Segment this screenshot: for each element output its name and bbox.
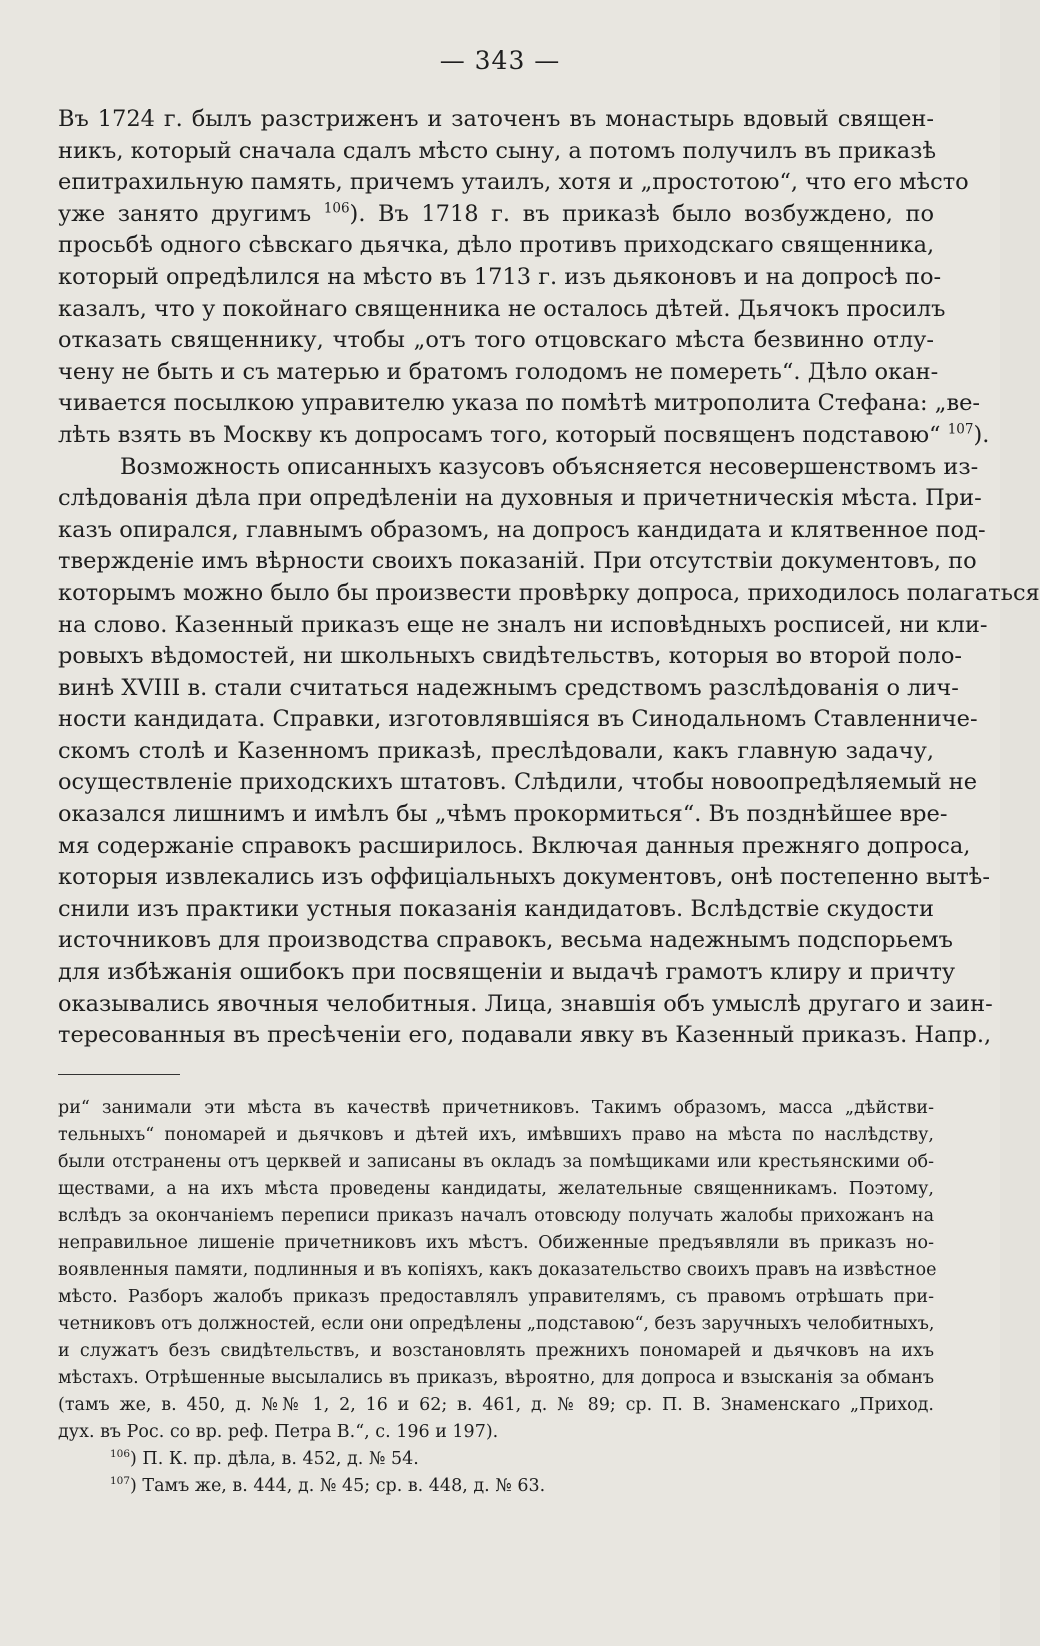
footnote-mark: 106: [110, 1448, 131, 1461]
body-line: [58, 199, 934, 231]
body-line: тересованныя въ пресѣченіи его, подавали явку въ Казенный приказъ. Напр.,: [58, 1022, 992, 1049]
body-line: источниковъ для производства справокъ, весьма надежнымъ подспорьемъ: [58, 927, 953, 954]
body-line: которыя извлекались изъ оффиціальныхъ документовъ, онѣ постепенно вытѣ-: [58, 864, 990, 891]
footnote-divider: [58, 1074, 180, 1075]
footnote-text: ) Тамъ же, в. 444, д. № 45; ср. в. 448, д. № 63.: [130, 1476, 546, 1496]
body-text: уже занято другимъ: [58, 200, 312, 227]
body-line: оказался лишнимъ и имѣлъ бы „чѣмъ прокормиться“. Въ позднѣйшее вре-: [58, 801, 948, 828]
body-line: мя содержаніе справокъ расширилось. Включая данныя прежняго допроса,: [58, 832, 971, 859]
footnote-line: мѣстахъ. Отрѣшенные высылались въ приказъ, вѣроятно, для допроса и взысканія за обманъ: [58, 1368, 934, 1388]
body-line: Въ 1724 г. былъ разстриженъ и заточенъ въ монастырь вдовый священ-: [58, 106, 934, 132]
body-line: никъ, который сначала сдалъ мѣсто сыну, а потомъ получилъ въ приказѣ: [58, 137, 937, 164]
body-line: которымъ можно было бы произвести провѣрку допроса, приходилось полагаться: [58, 579, 1040, 606]
body-line: казалъ, что у покойнаго священника не осталось дѣтей. Дьячокъ просилъ: [58, 295, 946, 322]
footnote-ref[interactable]: 106: [323, 200, 350, 217]
body-line: отказать священнику, чтобы „отъ того отцовскаго мѣста безвинно отлу-: [58, 327, 934, 354]
body-line: Возможность описанныхъ казусовъ объясняется несовершенствомъ из-: [120, 453, 979, 480]
body-line: епитрахильную память, причемъ утаилъ, хотя и „простотою“, что его мѣсто: [58, 169, 969, 196]
body-line: скомъ столѣ и Казенномъ приказѣ, преслѣдовали, какъ главную задачу,: [58, 737, 934, 764]
body-line: снили изъ практики устныя показанія кандидатовъ. Вслѣдствіе скудости: [58, 895, 934, 922]
body-text: лѣть взять въ Москву къ допросамъ того, который посвященъ подставою“: [58, 421, 941, 448]
body-line: чивается посылкою управителю указа по помѣтѣ митрополита Стефана: „ве-: [58, 390, 981, 417]
footnote-text: ) П. К. пр. дѣла, в. 452, д. № 54.: [130, 1449, 419, 1469]
footnote-line: тельныхъ“ пономарей и дьячковъ и дѣтей ихъ, имѣвшихъ право на мѣста по наслѣдству,: [58, 1125, 934, 1145]
footnote-line: дух. въ Рос. со вр. реф. Петра В.“, с. 196 и 197).: [58, 1422, 499, 1442]
main-text: [58, 104, 1040, 1052]
footnote-mark: 107: [110, 1475, 131, 1488]
footnote-106: [58, 1446, 934, 1473]
footnote-line: ществами, а на ихъ мѣста проведены кандидаты, желательные священникамъ. Поэтому,: [58, 1179, 934, 1199]
body-line: который опредѣлился на мѣсто въ 1713 г. изъ дьяконовъ и на допросѣ по-: [58, 263, 942, 290]
footnote-line: мѣсто. Разборъ жалобъ приказъ предоставлялъ управителямъ, съ правомъ отрѣшать при-: [58, 1287, 934, 1307]
footnote-line: ри“ занимали эти мѣста въ качествѣ причетниковъ. Такимъ образомъ, масса „дѣйстви-: [58, 1098, 934, 1118]
footnote-line: были отстранены отъ церквей и записаны въ окладъ за помѣщиками или крестьянскими об-: [58, 1152, 934, 1172]
footnote-line: вслѣдъ за окончаніемъ переписи приказъ началъ отовсюду получать жалобы прихожанъ на: [58, 1206, 934, 1226]
footnote-line: воявленныя памяти, подлинныя и въ копіяхъ, какъ доказательство своихъ правъ на извѣстное: [58, 1260, 937, 1280]
body-line: оказывались явочныя челобитныя. Лица, знавшія объ умыслѣ другаго и заин-: [58, 990, 993, 1017]
body-line: осуществленіе приходскихъ штатовъ. Слѣдили, чтобы новоопредѣляемый не: [58, 769, 978, 796]
body-line: ровыхъ вѣдомостей, ни школьныхъ свидѣтельствъ, которыя во второй поло-: [58, 643, 962, 670]
page-number: — 343 —: [439, 46, 561, 75]
body-line: казъ опирался, главнымъ образомъ, на допросъ кандидата и клятвенное под-: [58, 516, 986, 543]
footnote-line: четниковъ отъ должностей, если они опредѣлены „подставою“, безъ заручныхъ челобитныхъ,: [58, 1314, 935, 1334]
footnote-107: [58, 1473, 934, 1500]
body-line: слѣдованія дѣла при опредѣленіи на духовныя и причетническія мѣста. При-: [58, 485, 982, 512]
body-line: винѣ XVIII в. стали считаться надежнымъ средствомъ разслѣдованія о лич-: [58, 674, 959, 701]
footnote-ref[interactable]: 107: [947, 421, 974, 438]
body-line: для избѣжанія ошибокъ при посвященіи и выдачѣ грамотъ клиру и причту: [58, 959, 956, 986]
body-line: просьбѣ одного сѣвскаго дьячка, дѣло противъ приходскаго священника,: [58, 232, 935, 259]
body-line: ности кандидата. Справки, изготовлявшіяся въ Синодальномъ Ставленниче-: [58, 706, 978, 733]
footnotes: [58, 1095, 937, 1500]
body-line: чену не быть и съ матерью и братомъ голодомъ не помереть“. Дѣло окан-: [58, 358, 939, 385]
body-line: [58, 420, 990, 452]
footnote-line: неправильное лишеніе причетниковъ ихъ мѣстъ. Обиженные предъявляли въ приказъ но-: [58, 1233, 934, 1253]
body-line: на слово. Казенный приказъ еще не зналъ ни исповѣдныхъ росписей, ни кли-: [58, 611, 988, 638]
body-text: ).: [973, 421, 990, 448]
footnote-line: (тамъ же, в. 450, д. №№ 1, 2, 16 и 62; в. 461, д. № 89; ср. П. В. Знаменскаго „Приход.: [58, 1395, 934, 1415]
footnote-line: и служатъ безъ свидѣтельствъ, и возстановлять прежнихъ пономарей и дьячковъ на ихъ: [58, 1341, 934, 1361]
body-text: ). Въ 1718 г. въ приказѣ было возбуждено, по: [349, 200, 934, 227]
body-line: твержденіе имъ вѣрности своихъ показаній. При отсутствіи документовъ, по: [58, 548, 977, 575]
